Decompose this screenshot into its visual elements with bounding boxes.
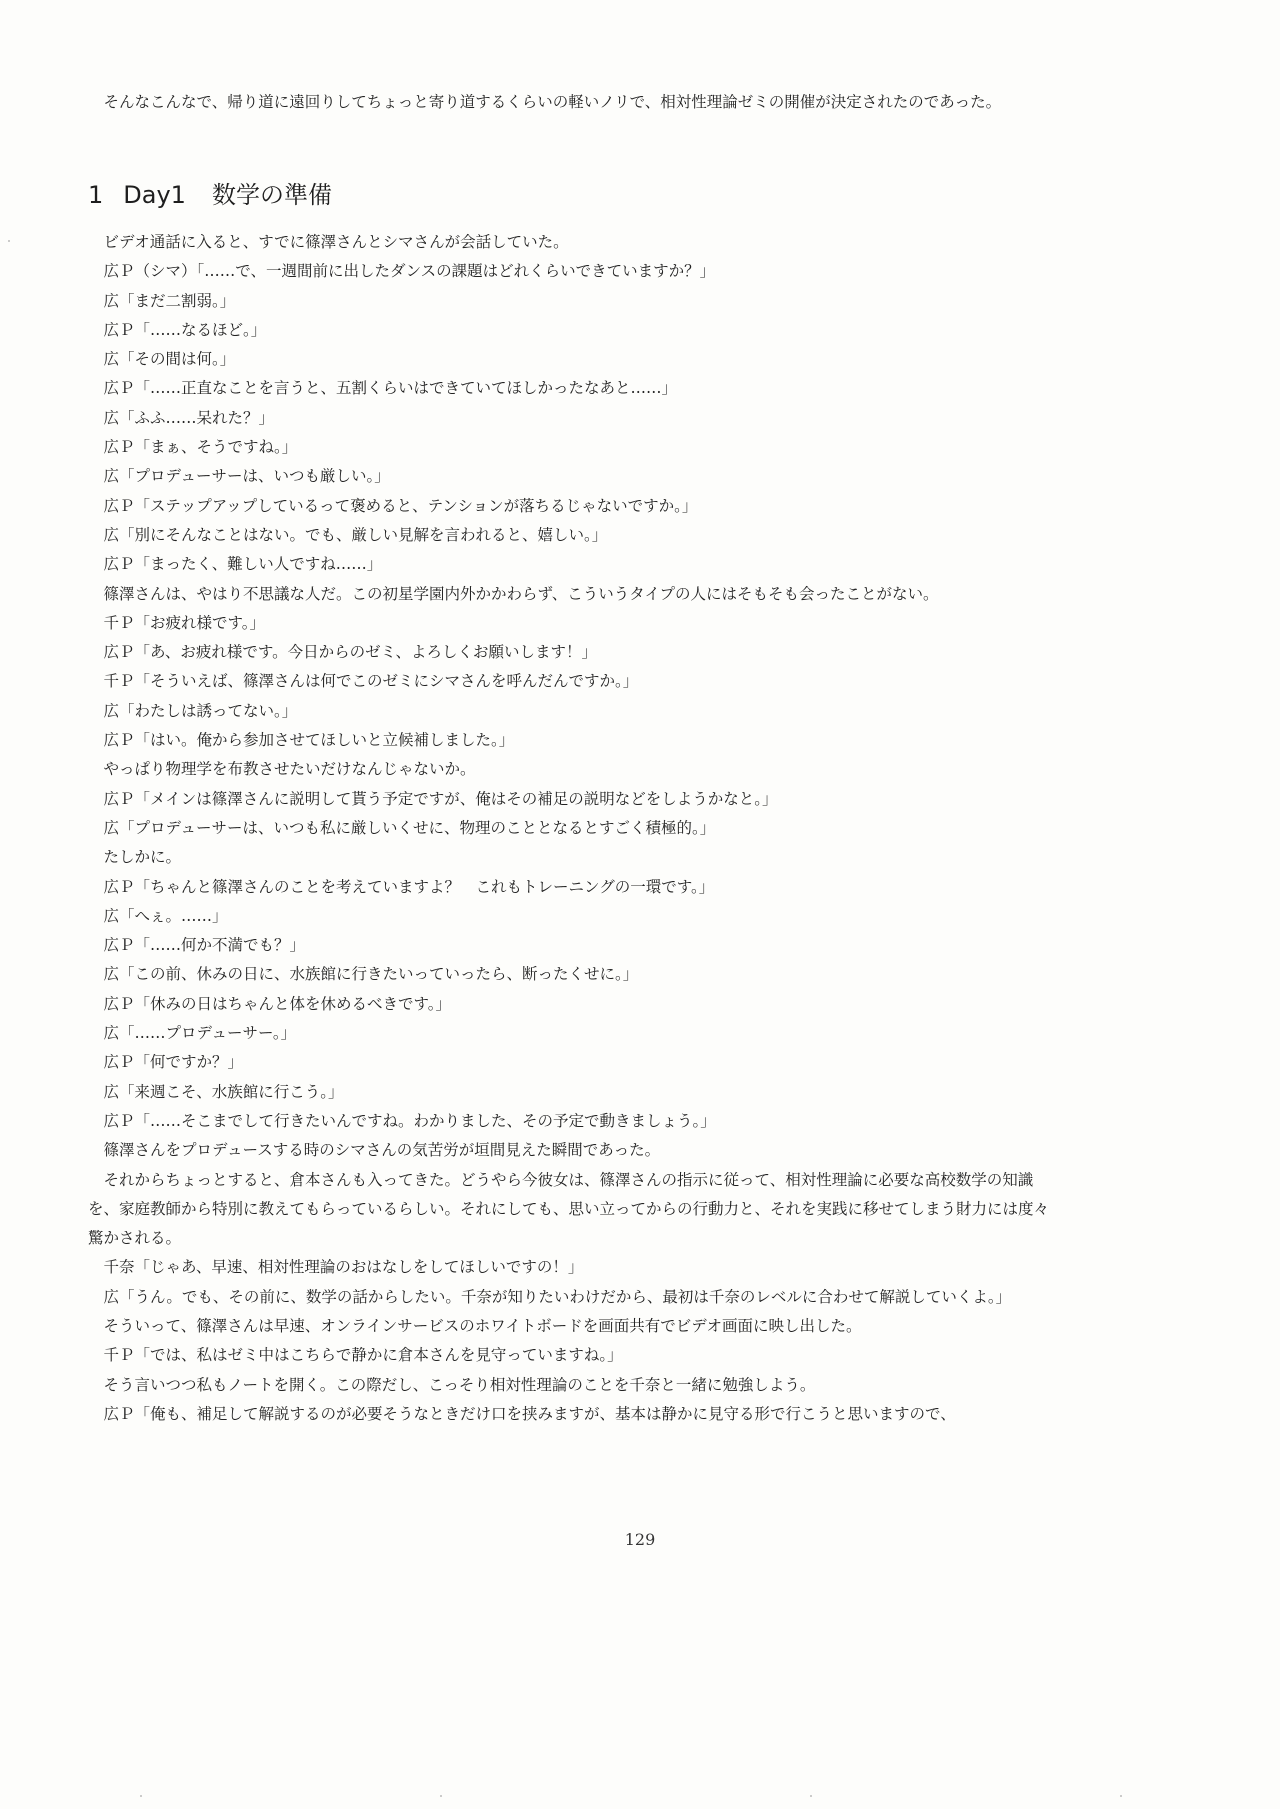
paragraph: 広「この前、休みの日に、水族館に行きたいっていったら、断ったくせに。」 [103, 965, 639, 984]
paragraph: 千Ｐ「お疲れ様です。」 [103, 613, 266, 632]
paragraph: 広「来週こそ、水族館に行こう。」 [103, 1082, 344, 1101]
paragraph: 広Ｐ「休みの日はちゃんと体を休めるべきです。」 [103, 994, 452, 1013]
paragraph: 千Ｐ「そういえば、篠澤さんは何でこのゼミにシマさんを呼んだんですか。」 [103, 672, 639, 691]
scan-speck [8, 240, 10, 242]
paragraph: 広Ｐ「何ですか？」 [103, 1053, 244, 1072]
paragraph: 広Ｐ「メインは篠澤さんに説明して貰う予定ですが、俺はその補足の説明などをしようかなと。」 [103, 789, 778, 808]
paragraph: 広「まだ二割弱。」 [103, 291, 236, 310]
paragraph: 広「プロデューサーは、いつも厳しい。」 [103, 467, 390, 486]
paragraph: 千奈「じゃあ、早速、相対性理論のおはなしをしてほしいですの！」 [103, 1258, 584, 1277]
intro-paragraph [88, 88, 1048, 116]
paragraph: やっぱり物理学を布教させたいだけなんじゃないか。 [103, 760, 476, 779]
paragraph: 広「ふふ……呆れた？」 [103, 408, 275, 427]
section-day: Day1 [123, 181, 186, 209]
paragraph: 篠澤さんは、やはり不思議な人だ。この初星学園内外かかわらず、こういうタイプの人にはそもそも会ったことがない。 [103, 584, 939, 603]
paragraph: 広Ｐ「はい。俺から参加させてほしいと立候補しました。」 [103, 731, 515, 750]
paragraph: 広Ｐ「……なるほど。」 [103, 320, 267, 339]
paragraph: 篠澤さんをプロデュースする時のシマさんの気苦労が垣間見えた瞬間であった。 [103, 1141, 661, 1160]
paragraph: 広「うん。でも、その前に、数学の話からしたい。千奈が知りたいわけだから、最初は千奈のレベルに合わせて解説していくよ。」 [103, 1287, 1012, 1306]
paragraph: 広Ｐ「ちゃんと篠澤さんのことを考えていますよ？ これもトレーニングの一環です。」 [103, 877, 715, 896]
paragraph: 広「プロデューサーは、いつも私に厳しいくせに、物理のこととなるとすごく積極的。」 [103, 818, 716, 837]
paragraph: それからちょっとすると、倉本さんも入ってきた。どうやら今彼女は、篠澤さんの指示に従って、相対性理論に必要な高校数学の知識を、家庭教師から特別に教えてもらっているらしい。それにしても、思い立ってからの行動力と、それを実践に移せてしまう財力には度々驚かされる。 [88, 1170, 1050, 1248]
paragraph: 広Ｐ「ステップアップしているって褒めると、テンションが落ちるじゃないですか。」 [103, 496, 698, 515]
scan-speck [1120, 1795, 1122, 1797]
paragraph: 広「……プロデューサー。」 [103, 1024, 297, 1043]
paragraph: たしかに。 [103, 848, 182, 867]
scan-speck [140, 1795, 142, 1797]
paragraph: 広「別にそんなことはない。でも、厳しい見解を言われると、嬉しい。」 [103, 525, 608, 544]
page-number: 129 [624, 1530, 656, 1549]
paragraph: 広Ｐ（シマ）「……で、一週間前に出したダンスの課題はどれくらいできていますか？」 [103, 262, 716, 281]
paragraph: 千Ｐ「では、私はゼミ中はこちらで静かに倉本さんを見守っていますね。」 [103, 1346, 623, 1365]
paragraph: 広「わたしは誘ってない。」 [103, 701, 298, 720]
paragraph: ビデオ通話に入ると、すでに篠澤さんとシマさんが会話していた。 [103, 233, 569, 251]
paragraph: 広Ｐ「俺も、補足して解説するのが必要そうなときだけ口を挟みますが、基本は静かに見守る形で行こうと思いますので、 [103, 1404, 956, 1423]
scan-speck [810, 1795, 812, 1797]
paragraph: 広Ｐ「……正直なことを言うと、五割くらいはできていてほしかったなあと……」 [103, 379, 678, 398]
paragraph: そういって、篠澤さんは早速、オンラインサービスのホワイトボードを画面共有でビデオ画面に映し出した。 [103, 1316, 862, 1335]
paragraph: 広Ｐ「……そこまでして行きたいんですね。わかりました、その予定で動きましょう。」 [103, 1111, 716, 1130]
paragraph: 広「へぇ。……」 [103, 906, 228, 925]
section-title: 数学の準備 [211, 181, 332, 209]
paragraph: 広Ｐ「……何か不満でも？」 [103, 936, 306, 955]
intro-text: そんなこんなで、帰り道に遠回りしてちょっと寄り道するくらいの軽いノリで、相対性理論ゼミの開催が決定されたのであった。 [103, 93, 1002, 111]
paragraph: そう言いつつ私もノートを開く。この際だし、こっそり相対性理論のことを千奈と一緒に勉強しよう。 [103, 1375, 816, 1394]
paragraph: 広「その間は何。」 [103, 350, 236, 369]
section-number: 1 [88, 181, 104, 209]
paragraph: 広Ｐ「あ、お疲れ様です。今日からのゼミ、よろしくお願いします！」 [103, 643, 598, 662]
scan-speck [440, 1795, 442, 1797]
body-text [88, 228, 1060, 1429]
section-heading [88, 175, 332, 210]
paragraph: 広Ｐ「まぁ、そうですね。」 [103, 438, 298, 457]
paragraph: 広Ｐ「まったく、難しい人ですね……」 [103, 555, 383, 574]
